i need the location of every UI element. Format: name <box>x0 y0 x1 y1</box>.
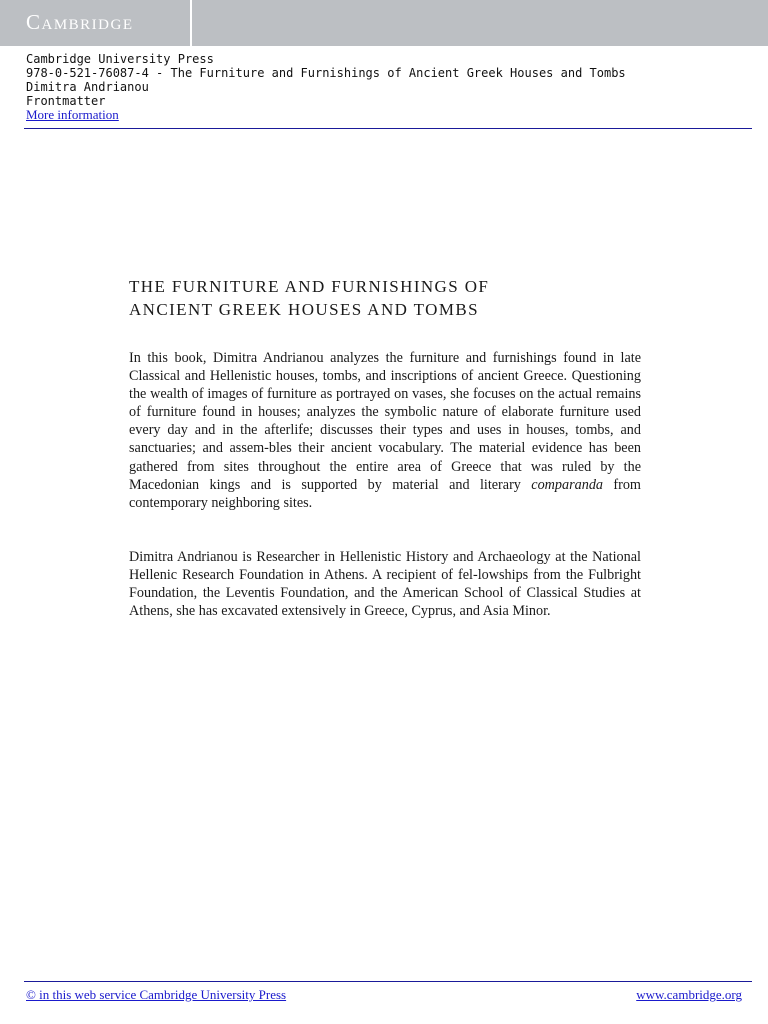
description-text-end: from contemporary neighboring sites. <box>129 476 641 511</box>
header-bar <box>0 0 768 46</box>
book-title-line-2: ANCIENT GREEK HOUSES AND TOMBS <box>129 300 479 319</box>
book-title-line-1: THE FURNITURE AND FURNISHINGS OF <box>129 277 490 296</box>
isbn-title-line: 978-0-521-76087-4 - The Furniture and Furnishings of Ancient Greek Houses and Tombs <box>26 66 626 80</box>
header-rule <box>24 128 752 129</box>
section-line: Frontmatter <box>26 94 106 108</box>
header-divider <box>190 0 192 46</box>
cambridge-logo[interactable]: Cambridge <box>26 10 134 34</box>
author-bio: Dimitra Andrianou is Researcher in Hellenistic History and Archaeology at the National Hellenic Research Foundation in Athens. A recipient of fel-lowships from the Fulbright Foundation, the Leventis Foundation, and the American School of Classical Studies at Athens, she has excavated extensively in Greece, Cyprus, and Asia Minor. <box>129 549 641 620</box>
book-title <box>129 275 649 321</box>
footer-rule <box>24 981 752 982</box>
more-information-link[interactable]: More information <box>26 107 119 122</box>
footer <box>26 987 742 1003</box>
book-description <box>129 349 641 512</box>
copyright-link[interactable]: © in this web service Cambridge University Press <box>26 987 287 1002</box>
author-line: Dimitra Andrianou <box>26 80 149 94</box>
description-italic-term: comparanda <box>531 476 604 493</box>
book-metadata <box>26 52 626 122</box>
website-link[interactable]: www.cambridge.org <box>636 987 742 1002</box>
description-text: In this book, Dimitra Andrianou analyzes the furniture and furnishings found in late Classical and Hellenistic houses, tombs, and inscriptions of ancient Greece. Questioning the wealth of images of furniture as portrayed on vases, she focuses on the actual remains of furniture found in houses; analyzes the symbolic nature of elaborate furniture used every day and in the afterlife; discusses their types and uses in houses, tombs, and sanctuaries; and assem-bles their ancient vocabulary. The material evidence has been gathered from sites throughout the entire area of Greece that was ruled by the Macedonian kings and is supported by material and literary <box>129 350 641 493</box>
publisher-line: Cambridge University Press <box>26 52 214 66</box>
